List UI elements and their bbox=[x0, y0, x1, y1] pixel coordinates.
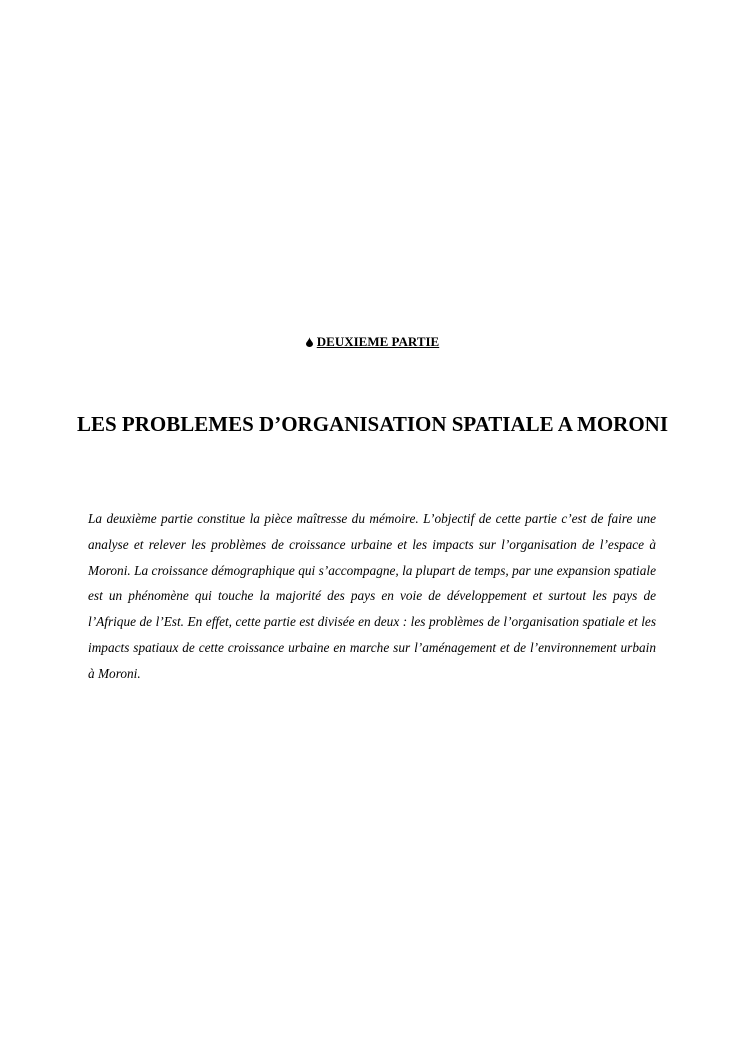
drop-icon bbox=[306, 334, 313, 352]
page-title: LES PROBLEMES D’ORGANISATION SPATIALE A MORONI bbox=[76, 412, 668, 436]
section-heading bbox=[0, 333, 745, 352]
intro-paragraph: La deuxième partie constitue la pièce maîtresse du mémoire. L’objectif de cette partie c’est de faire une analyse et relever les problèmes de croissance urbaine et les impacts sur l’organisation de l’espace à Moroni. La croissance démographique qui s’accompagne, la plupart de temps, par une expansion spatiale est un phénomène qui touche la majorité des pays en voie de développement et surtout les pays de l’Afrique de l’Est. En effet, cette partie est divisée en deux : les problèmes de l’organisation spatiale et les impacts spatiaux de cette croissance urbaine en marche sur l’aménagement et de l’environnement urbain à Moroni. bbox=[88, 511, 656, 681]
section-label: DEUXIEME PARTIE bbox=[316, 334, 440, 349]
